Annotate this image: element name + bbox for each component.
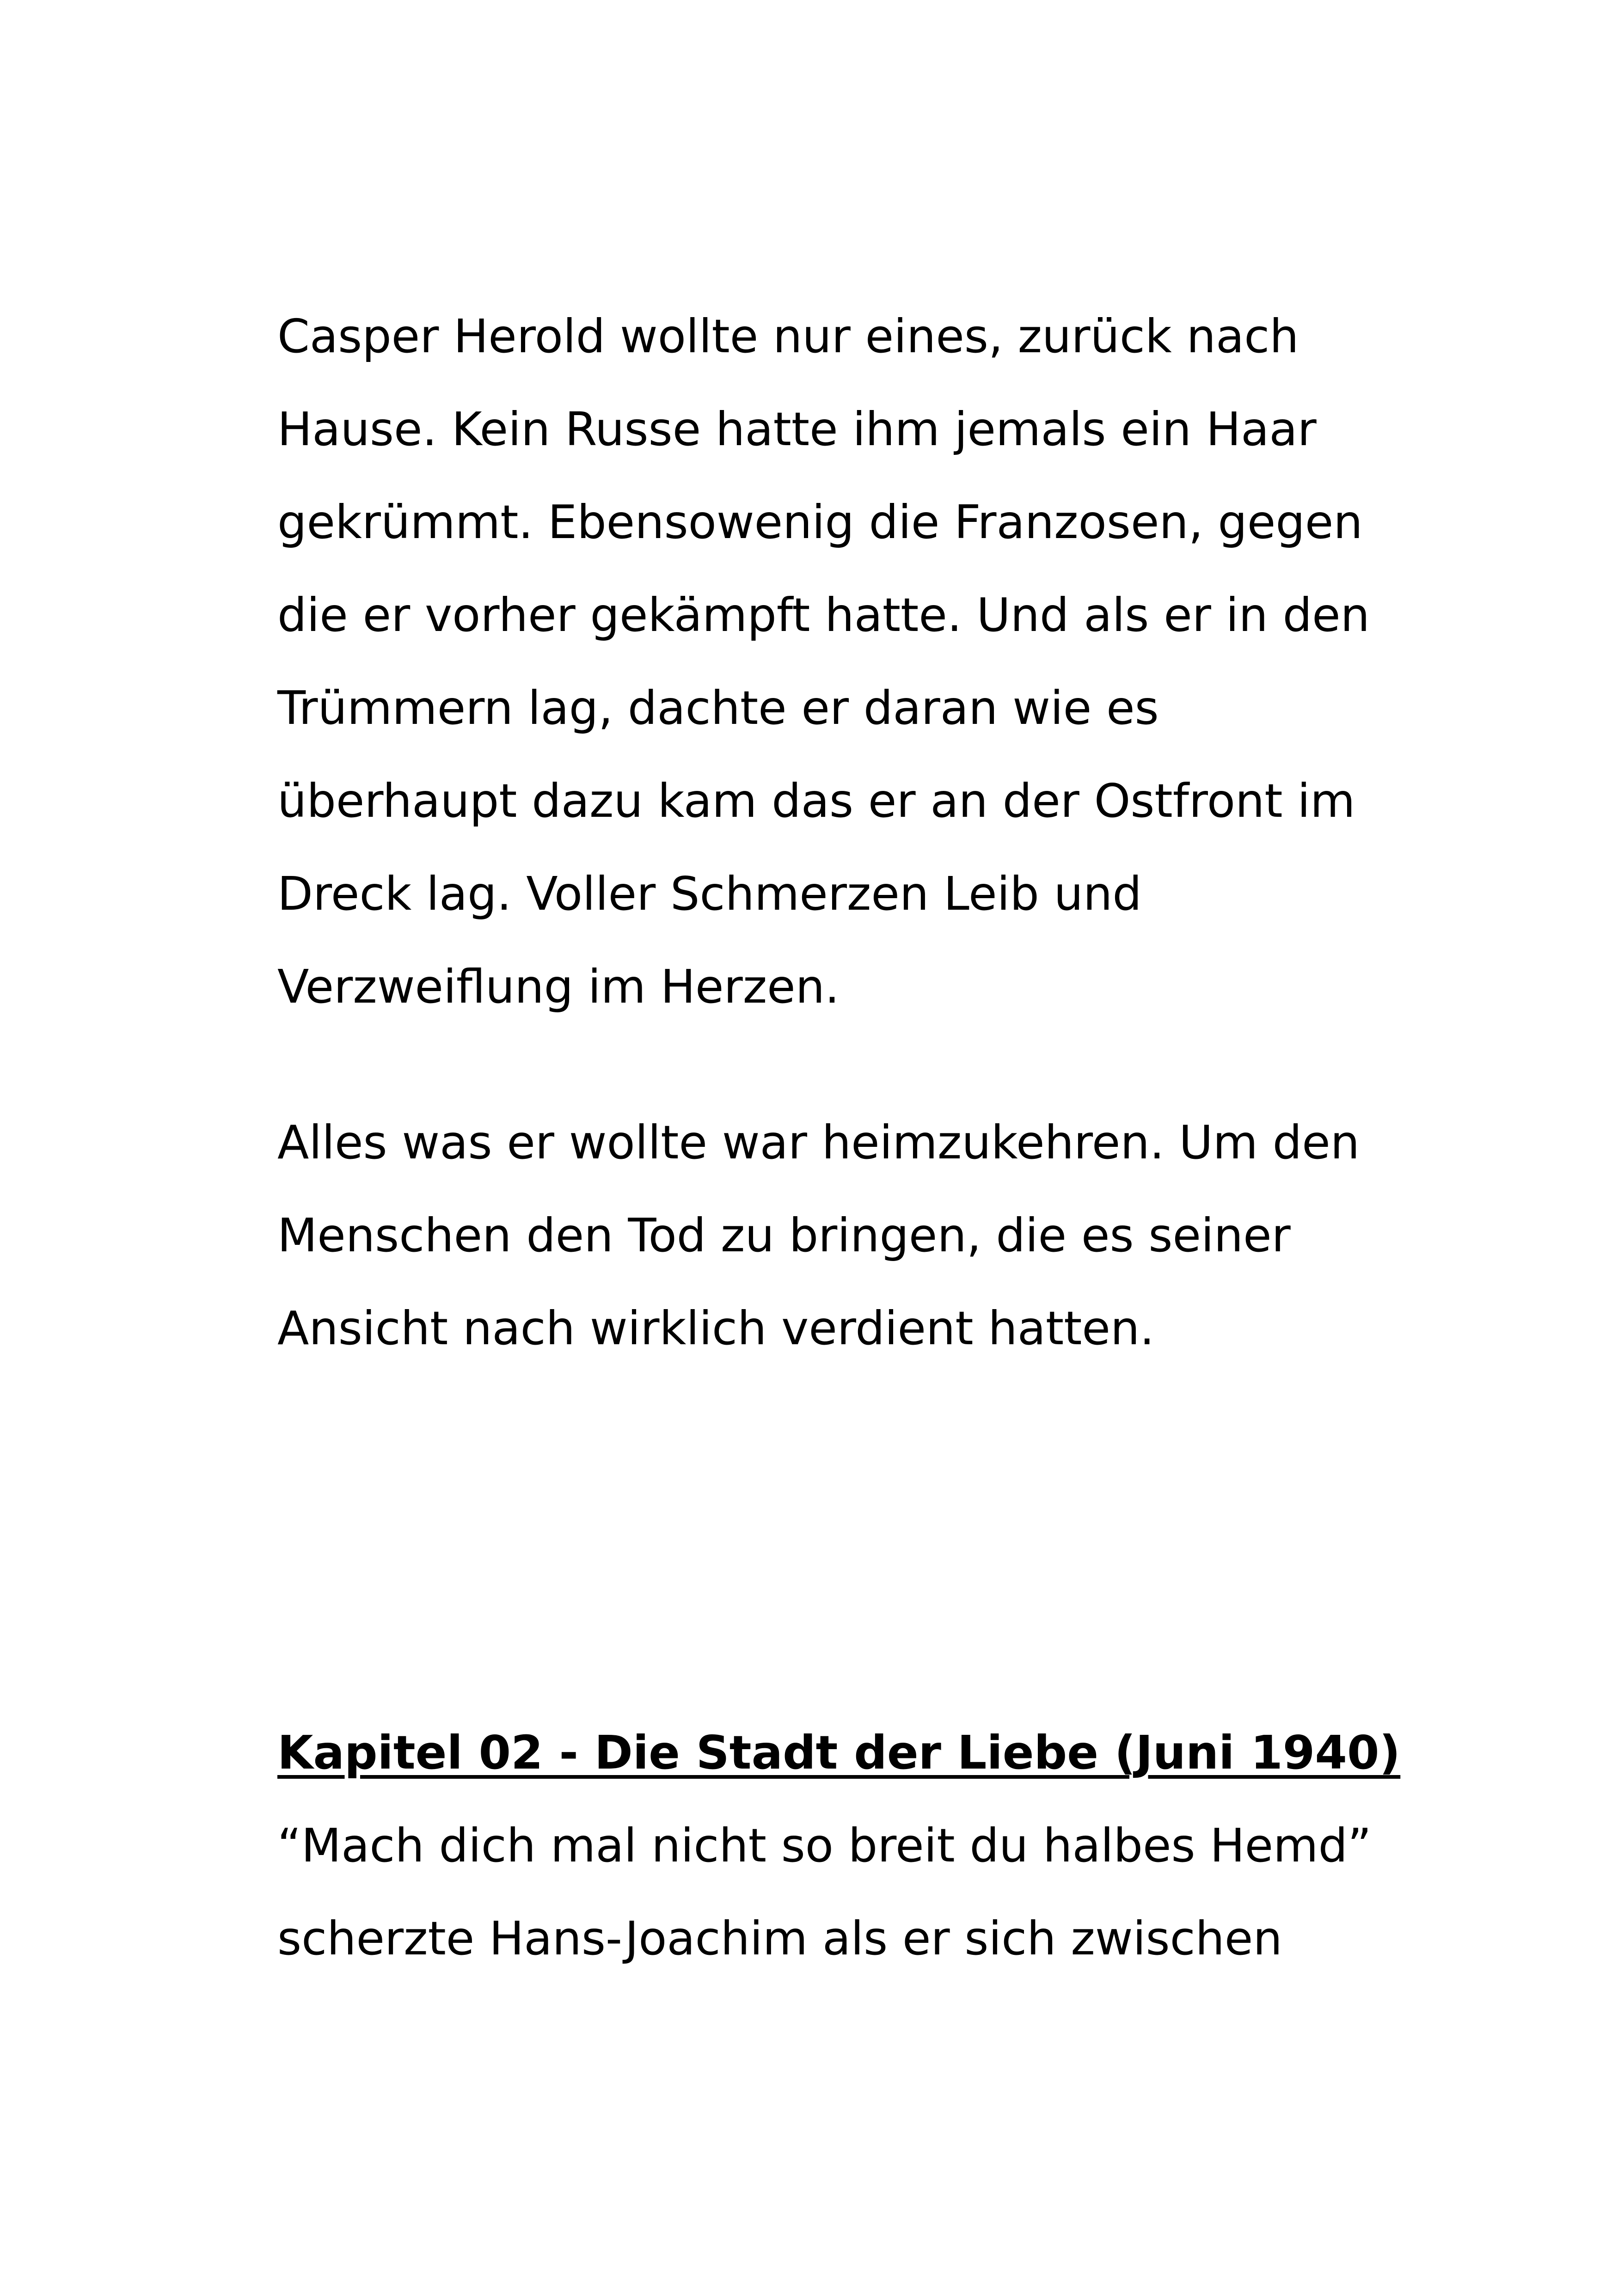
chapter-line-2: scherzte Hans-Joachim als er sich zwischen — [277, 1911, 1282, 1965]
paragraph-1-line-3: gekrümmt. Ebensowenig die Franzosen, gegen — [277, 495, 1363, 549]
paragraph-2-line-2: Menschen den Tod zu bringen, die es seiner — [277, 1208, 1291, 1262]
chapter-line-1: “Mach dich mal nicht so breit du halbes Hemd” — [277, 1818, 1372, 1873]
paragraph-1-line-4: die er vorher gekämpft hatte. Und als er in den — [277, 588, 1370, 642]
paragraph-1-line-8: Verzweiflung im Herzen. — [277, 960, 840, 1014]
paragraph-1-line-6: überhaupt dazu kam das er an der Ostfront im — [277, 774, 1355, 828]
paragraph-2-line-3: Ansicht nach wirklich verdient hatten. — [277, 1301, 1155, 1355]
chapter-heading: Kapitel 02 - Die Stadt der Liebe (Juni 1940) — [277, 1726, 1401, 1780]
paragraph-1-line-2: Hause. Kein Russe hatte ihm jemals ein Haar — [277, 402, 1317, 456]
paragraph-1-line-1: Casper Herold wollte nur eines, zurück nach — [277, 309, 1299, 363]
paragraph-1-line-7: Dreck lag. Voller Schmerzen Leib und — [277, 867, 1142, 921]
paragraph-2-line-1: Alles was er wollte war heimzukehren. Um den — [277, 1115, 1360, 1169]
paragraph-1-line-5: Trümmern lag, dachte er daran wie es — [277, 681, 1159, 735]
